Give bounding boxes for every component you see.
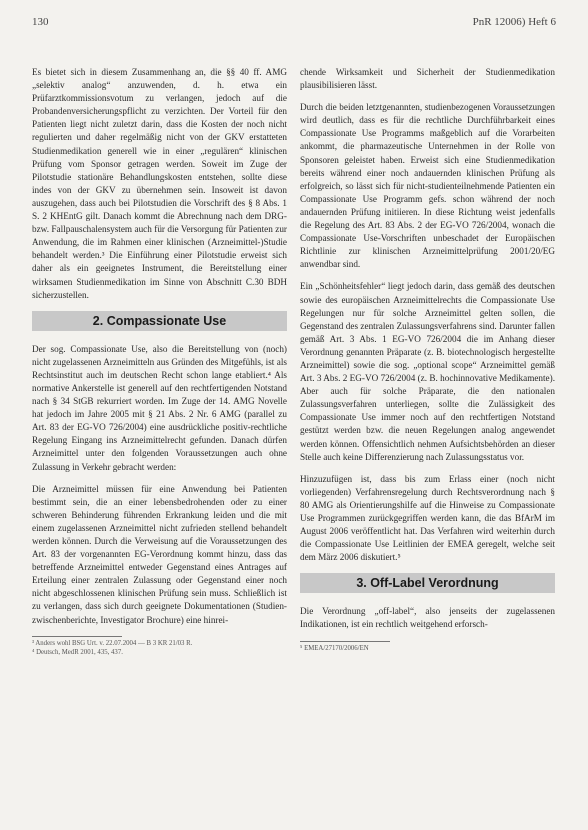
paragraph: Ein „Schönheitsfehler“ liegt jedoch darin, dass gemäß des deutschen sowie des europäischen Arzneimittelrechts die Compassionate Use Regelungen nur für solche Arzneimittel gelten sollen, die Gegenstand des zentralen Zulassungsverfahrens sind. Darunter fallen gemäß Art. 3 Abs. 1 EG-VO 726/2004 die im Anhang dieser Verordnung genannten Präparate (z. B. biotechnologisch hergestellte Arzneimittel) sowie die sog. „optional scope“ Arzneimittel gemäß Art. 3 Abs. 2 EG-VO 726/2004 (z. B. hochinnovative Medikamente). Aber auch für solche Präparate, die den nationalen Zulassungsverfahren unterliegen, sollte die Zulässigkeit des Compassionate Use immer noch auf den rechtfertigen Notstand gestützt werden bzw. die neuen Regelungen analog angewendet werden können. Offensichtlich nehmen Aufsichtsbehörden an dieser Stelle auch keine Differenzierung nach Zulassungsstatus vor. [300,281,555,462]
footnote-divider [300,641,390,642]
paragraph: Die Arzneimittel müssen für eine Anwendung bei Patienten bestimmt sein, die an einer lebensbedrohenden oder zu einer schweren Behinderung führenden Erkrankung leiden und die mit einem zugelassenen Arzneimittel nicht zufrieden stellend behandelt werden können. Durch die Verweisung auf die Voraussetzungen des Art. 83 der vorgenannten EG-Verordnung kommt hinzu, dass das betreffende Arzneimittel entweder Gegenstand eines Antrages auf Erteilung einer zentralen Zulassung oder Gegenstand einer noch nicht abgeschlossenen klinischen Prüfung sein muss. Schließlich ist zu verlangen, dass sich durch geeignete Dokumentationen (Studien-zwischenberichte, Investigator Brochure) eine hinrei- [32,483,287,625]
paragraph: Es bietet sich in diesem Zusammenhang an, die §§ 40 ff. AMG „selektiv analog“ anzuwenden, d. h. etwa ein Prüfarztkommissionsvotum zu verlangen, jedoch auf die Probandenversicherungspflicht zu verzichten. Der Vorteil für den Patienten liegt nicht zuletzt darin, dass die Kosten der noch nicht regulierten und daher regelmäßig nicht von der GKV erstatteten Studienmedikation generell wie in einer „regulären“ klinischen Prüfung vom Sponsor getragen werden. Soweit im Zuge der Pilotstudie stationäre Behandlungskosten entstehen, sollte diese indes von der GKV zu übernehmen sein. Insoweit ist davon auszugehen, dass auch bei Pilotstudien die Vorschrift des § 8 Abs. 1 S. 2 KHEntG gilt. Danach kommt die Abrechnung nach dem DRG- bzw. Fallpauschalensystem auch für die Versorgung für Patienten zur Anwendung, die im Rahmen einer klinischen (Arzneimittel-)Studie behandelt werden.³ Die Einführung einer Pilotstudie erweist sich daher als ein geeignetes Instrument, die Bereitstellung einer wirksamen Studienmedikation im Sinne von Abschnitt C.30 BDH sicherzustellen. [32,67,287,300]
paragraph: Die Verordnung „off-label“, also jenseits der zugelassenen Indikationen, ist ein rechtlich weitgehend erforsch- [300,606,555,630]
journal-reference: PnR 12006) Heft 6 [472,16,556,28]
section-heading-compassionate-use: 2. Compassionate Use [32,311,287,331]
paragraph: Durch die beiden letztgenannten, studienbezogenen Voraussetzungen wird deutlich, dass es für die rechtliche Durchführbarkeit eines Compassionate Use Programms maßgeblich auf die Vorarbeiten ankommt, die pharmazeutische Unternehmen in der Rolle von Sponsoren geleistet haben. Erweist sich eine Studienmedikation bereits während einer noch andauernden klinischen Prüfung als erfolgreich, so lässt sich für nicht-studienteilnehmende Patienten ein Compassionate Use Programm gefs. schon während der noch andauernden Prüfung initiieren. In diese Richtung weist jedenfalls die Regelung des Art. 83 Abs. 2 der EG-VO 726/2004, wonach die Compassionate Use-Vorschriften unbeschadet der Europäischen Richtlinie zur klinischen Arzneimittelprüfung 2001/20/EG anwendbar sind. [300,102,555,270]
right-column [300,66,555,653]
paragraph: Der sog. Compassionate Use, also die Bereitstellung von (noch) nicht zugelassenen Arzneimitteln aus Gründen des Mitgefühls, ist als Rechtsinstitut auch im deutschen Recht schon lange etabliert.⁴ Als normative Ankerstelle ist generell auf den rechtfertigenden Notstand nach § 34 StGB rekurriert worden. Im Zuge der 14. AMG Novelle hat jedoch im Jahre 2005 mit § 21 Abs. 2 Nr. 6 AMG (parallel zu Art. 83 der EG-VO 726/2004) eine ausdrückliche positiv-rechtliche Regelung Eingang ins Arzneimittelrecht gefunden. Danach dürfen Arzneimittel unter den folgenden Voraussetzungen auch ohne Zulassung in Verkehr gebracht werden: [32,343,287,472]
section-heading-off-label: 3. Off-Label Verordnung [300,573,555,593]
footnote-divider [32,636,122,637]
paragraph: Hinzuzufügen ist, dass bis zum Erlass einer (noch nicht vorliegenden) Verfahrensregelung durch Rechtsverordnung nach § 80 AMG als Orientierungshilfe auf die Hinweise zu Compassionate Use Programmen zurückgegriffen werden kann, die das BfArM im August 2006 veröffentlicht hat. Das Verfahren wird weiterhin durch die Compassionate Use Leitlinien der EMEA geregelt, welche seit dem März 2006 diskutiert.⁵ [300,473,555,563]
page-number: 130 [32,16,49,28]
paragraph: chende Wirksamkeit und Sicherheit der Studienmedikation plausibilisieren lässt. [300,67,555,91]
footnote: ⁵ EMEA/27170/2006/EN [300,644,369,652]
footnote: ⁴ Deutsch, MedR 2001, 435, 437. [32,648,123,656]
left-column [32,66,287,657]
footnote: ³ Anders wohl BSG Urt. v. 22.07.2004 — B 3 KR 21/03 R. [32,639,193,647]
